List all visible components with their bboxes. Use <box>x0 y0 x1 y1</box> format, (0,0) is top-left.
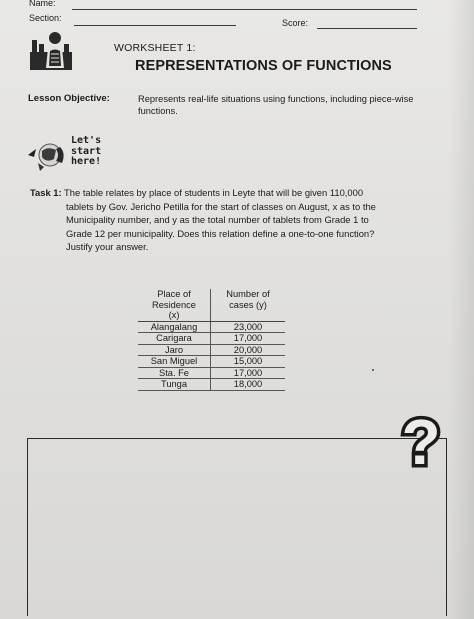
name-line <box>72 9 417 10</box>
place-cell: San Miguel <box>138 356 211 368</box>
table-row <box>138 367 285 379</box>
objective-text: Represents real-life situations using functions, including piece-wise functions. <box>138 94 414 116</box>
objective-label: Lesson Objective: <box>28 93 110 104</box>
answer-box[interactable] <box>27 438 447 616</box>
question-mark-icon <box>396 408 446 474</box>
question-mark-glyph: ? <box>401 408 441 474</box>
task-line2: tablets by Gov. Jericho Petilla for the start of classes on August, x as to the <box>66 200 376 212</box>
lets-start-text <box>71 136 101 168</box>
lets-start-line3: here! <box>71 156 102 167</box>
cases-cell: 17,000 <box>211 367 286 379</box>
col-header-place-l1: Place of <box>157 289 191 299</box>
place-cell: Jaro <box>138 344 211 356</box>
lets-start-line1: Let's <box>71 135 102 146</box>
table-row <box>138 333 285 345</box>
pointing-hand-icon <box>26 137 72 175</box>
task-label: Task 1: <box>30 187 62 198</box>
place-cell: Sta. Fe <box>138 367 211 379</box>
books-student-icon <box>28 30 74 72</box>
lets-start-line2: start <box>71 145 102 157</box>
table-row <box>138 321 285 333</box>
page-shadow <box>448 0 474 619</box>
residence-cases-table <box>138 289 285 391</box>
score-line <box>317 28 417 29</box>
col-header-cases-l2: cases (y) <box>229 299 267 310</box>
worksheet-number: WORKSHEET 1: <box>114 42 196 54</box>
table-row <box>138 356 285 368</box>
task-line5: Justify your answer. <box>66 241 149 252</box>
col-header-place <box>138 289 211 321</box>
col-header-cases <box>211 289 286 321</box>
cases-cell: 18,000 <box>211 379 286 391</box>
place-cell: Carigara <box>138 333 211 345</box>
score-label: Score: <box>282 18 309 28</box>
stray-mark <box>372 369 374 371</box>
col-header-place-l3: (x) <box>168 310 180 320</box>
cases-cell: 23,000 <box>211 321 286 333</box>
task-line3: Municipality number, and y as the total number of tablets from Grade 1 to <box>66 214 369 225</box>
task-line1: The table relates by place of students in Leyte that will be given 110,000 <box>61 187 364 198</box>
task-paragraph <box>30 186 435 254</box>
cases-cell: 20,000 <box>211 344 286 356</box>
worksheet-title: REPRESENTATIONS OF FUNCTIONS <box>135 58 392 74</box>
cases-cell: 15,000 <box>211 356 286 368</box>
cases-cell: 17,000 <box>211 333 286 345</box>
section-label: Section: <box>29 13 62 23</box>
place-cell: Tunga <box>138 379 211 391</box>
table-row <box>138 344 285 356</box>
name-label: Name: <box>29 0 56 8</box>
table-row <box>138 379 285 391</box>
col-header-place-l2: Residence <box>152 299 196 310</box>
place-cell: Alangalang <box>138 321 211 333</box>
section-line <box>74 25 236 26</box>
task-line4: Grade 12 per municipality. Does this relation define a one-to-one function? <box>66 227 375 239</box>
col-header-cases-l1: Number of <box>226 289 270 299</box>
table-header-row <box>138 289 285 321</box>
